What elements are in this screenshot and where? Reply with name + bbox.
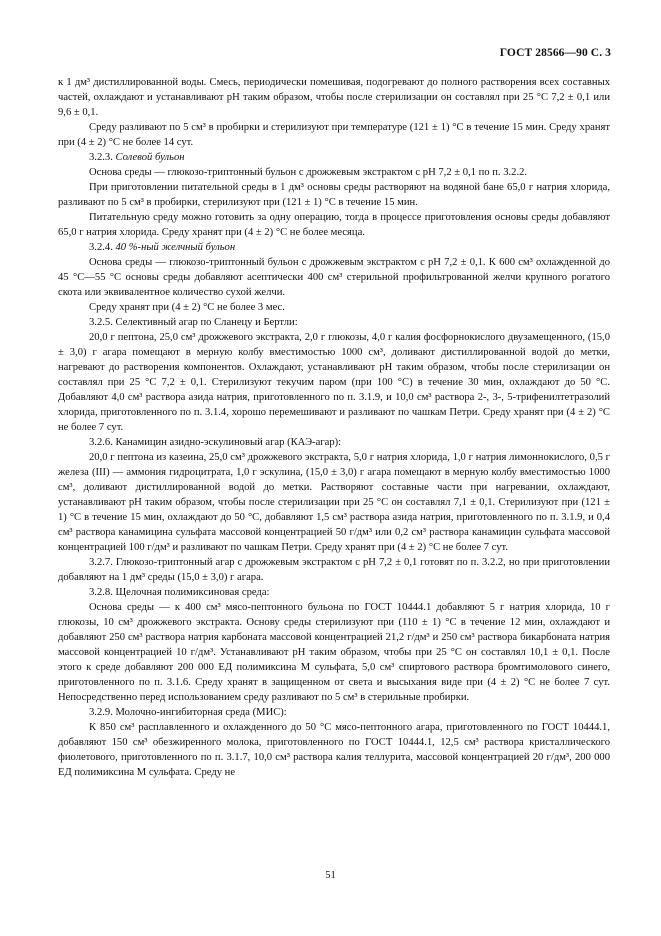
paragraph-text: 3.2.8. Щелочная полимиксиновая среда: bbox=[89, 587, 270, 598]
paragraph bbox=[58, 240, 610, 255]
paragraph bbox=[58, 150, 610, 165]
paragraph bbox=[58, 720, 610, 780]
paragraph-text: 3.2.5. Селективный агар по Сланецу и Бертли: bbox=[89, 317, 298, 328]
paragraph bbox=[58, 165, 610, 180]
paragraph bbox=[58, 300, 610, 315]
section-title: 40 %-ный желчный бульон bbox=[115, 242, 236, 253]
paragraph-text: 20,0 г пептона, 25,0 см³ дрожжевого экстракта, 2,0 г глюкозы, 4,0 г калия фосфорнокислого двузамещенного, (15,0 ± 3,0) г агара помещают в мерную колбу вместимостью 1000 см³, доливают дистиллированной водой до метки, нагревают до растворения компонентов. Охлаждают, устанавливают pH таким образом, чтобы после стерилизации он составлял при 25 °С 7,2 ± 0,1. Стерилизуют текучим паром (при 100 °С) в течение 30 мин, охлаждают до 50 °С. Добавляют 4,0 см³ раствора азида натрия, приготовленного по п. 3.1.9, и 10,0 см³ раствора 2-, 3-, 5-трифенилтетразолий хлорида, приготовленного по п. 3.1.4, хорошо перемешивают и разливают по чашкам Петри. Среду хранят при (4 ± 2) °С не более 7 сут. bbox=[58, 332, 610, 433]
paragraph bbox=[58, 120, 610, 150]
paragraph-text: Основа среды — к 400 см³ мясо-пептонного бульона по ГОСТ 10444.1 добавляют 5 г натрия хлорида, 10 г глюкозы, 10 см³ дрожжевого экстракта. Основу среды стерилизуют при (110 ± 1) °С в течение 12 мин, охлаждают и добавляют 250 см³ раствора натрия карбоната массовой концентрацией 21,2 г/дм³ и 250 см³ раствора бикарбоната натрия массовой концентрацией 10 г/дм³. Устанавливают pH таким образом, чтобы при 25 °С он составлял 10,1 ± 0,1. После этого к среде добавляют 200 000 ЕД полимиксина М сульфата, 5,0 см³ спиртового раствора бромтимолового синего, приготовленного по п. 3.1.6. Среду хранят в защищенном от света и высыхания виде при (4 ± 2) °С не более 7 сут. Непосредственно перед использованием среду разливают по 5 см³ в стерильные пробирки. bbox=[58, 602, 610, 703]
paragraph-text: 3.2.6. Канамицин азидно-эскулиновый агар (КАЭ-агар): bbox=[89, 437, 342, 448]
paragraph-text: к 1 дм³ дистиллированной воды. Смесь, периодически помешивая, подогревают до полного растворения всех составных частей, охлаждают и устанавливают pH таким образом, чтобы после стерилизации он составлял при 25 °С 7,2 ± 0,1 или 9,6 ± 0,1. bbox=[58, 77, 610, 118]
paragraph-text: 3.2.9. Молочно-ингибиторная среда (МИС): bbox=[89, 707, 287, 718]
paragraph bbox=[58, 705, 610, 720]
paragraph bbox=[58, 255, 610, 300]
paragraph bbox=[58, 555, 610, 585]
paragraph bbox=[58, 210, 610, 240]
paragraph-text: Основа среды — глюкозо-триптонный бульон с дрожжевым экстрактом с pH 7,2 ± 0,1. К 600 см³ охлажденной до 45 °С—55 °С основы среды добавляют асептически 400 см³ стерильной профильтрованной желчи крупного рогатого скота или эквивалентное количество сухой желчи. bbox=[58, 257, 610, 298]
paragraph-text: Среду хранят при (4 ± 2) °С не более 3 мес. bbox=[89, 302, 285, 313]
paragraph bbox=[58, 330, 610, 435]
paragraph bbox=[58, 75, 610, 120]
paragraph-text: 20,0 г пептона из казеина, 25,0 см³ дрожжевого экстракта, 5,0 г натрия хлорида, 1,0 г натрия лимоннокислого, 0,5 г железа (III) — аммония гидроцитрата, 1,0 г эскулина, (15,0 ± 3,0) г агара помещают в мерную колбу вместимостью 1000 см³, доливают дистиллированной водой до метки. Растворяют составные части при нагревании, охлаждают, устанавливают pH таким образом, чтобы после стерилизации при 25 °С он составлял 7,1 ± 0,1. Стерилизуют при (121 ± 1) °С в течение 15 мин, охлаждают до 50 °С, добавляют 1,5 см³ раствора азида натрия, приготовленного по п. 3.1.9, и 0,4 см³ раствора канамицина сульфата массовой концентрацией 50 г/дм³ или 0,2 см³ раствора канамицин сульфата массовой концентрацией 100 г/дм³ и разливают по чашкам Петри. Среду хранят при (4 ± 2) °С не более 7 сут. bbox=[58, 452, 610, 553]
page-number: 51 bbox=[325, 870, 336, 881]
paragraph bbox=[58, 600, 610, 705]
paragraph bbox=[58, 435, 610, 450]
paragraph bbox=[58, 450, 610, 555]
section-title: Солевой бульон bbox=[115, 152, 185, 163]
paragraph-text: При приготовлении питательной среды в 1 дм³ основы среды растворяют на водяной бане 65,0 г натрия хлорида, разливают по 5 см³ в пробирки, стерилизуют при (121 ± 1) °С в течение 15 мин. bbox=[58, 182, 610, 208]
paragraph-text: Основа среды — глюкозо-триптонный бульон с дрожжевым экстрактом с pH 7,2 ± 0,1 по п. 3.2.2. bbox=[89, 167, 528, 178]
paragraph-text: 3.2.7. Глюкозо-триптонный агар с дрожжевым экстрактом с pH 7,2 ± 0,1 готовят по п. 3.2.2, но при приготовлении добавляют на 1 дм³ среды (15,0 ± 3,0) г агара. bbox=[58, 557, 610, 583]
page-header: ГОСТ 28566—90 С. 3 bbox=[499, 47, 611, 59]
paragraph-text: Питательную среду можно готовить за одну операцию, тогда в процессе приготовления основы среды добавляют 65,0 г натрия хлорида. Среду хранят при (4 ± 2) °С не более месяца. bbox=[58, 212, 610, 238]
document-body bbox=[58, 75, 610, 780]
paragraph bbox=[58, 180, 610, 210]
paragraph-text: Среду разливают по 5 см³ в пробирки и стерилизуют при температуре (121 ± 1) °С в течение 15 мин. Среду хранят при (4 ± 2) °С не более 14 сут. bbox=[58, 122, 610, 148]
paragraph bbox=[58, 585, 610, 600]
paragraph-text: К 850 см³ расплавленного и охлажденного до 50 °С мясо-пептонного агара, приготовленного по ГОСТ 10444.1, добавляют 150 см³ обезжиренного молока, приготовленного по ГОСТ 10444.1, 12,5 см³ раствора кристаллического фиолетового, приготовленного по п. 3.1.7, 10,0 см³ раствора калия теллурита, массовой концентрацией 20 г/дм³, 200 000 ЕД полимиксина М сульфата. Среду не bbox=[58, 722, 610, 778]
paragraph bbox=[58, 315, 610, 330]
section-number: 3.2.4. bbox=[89, 242, 116, 253]
section-number: 3.2.3. bbox=[89, 152, 116, 163]
